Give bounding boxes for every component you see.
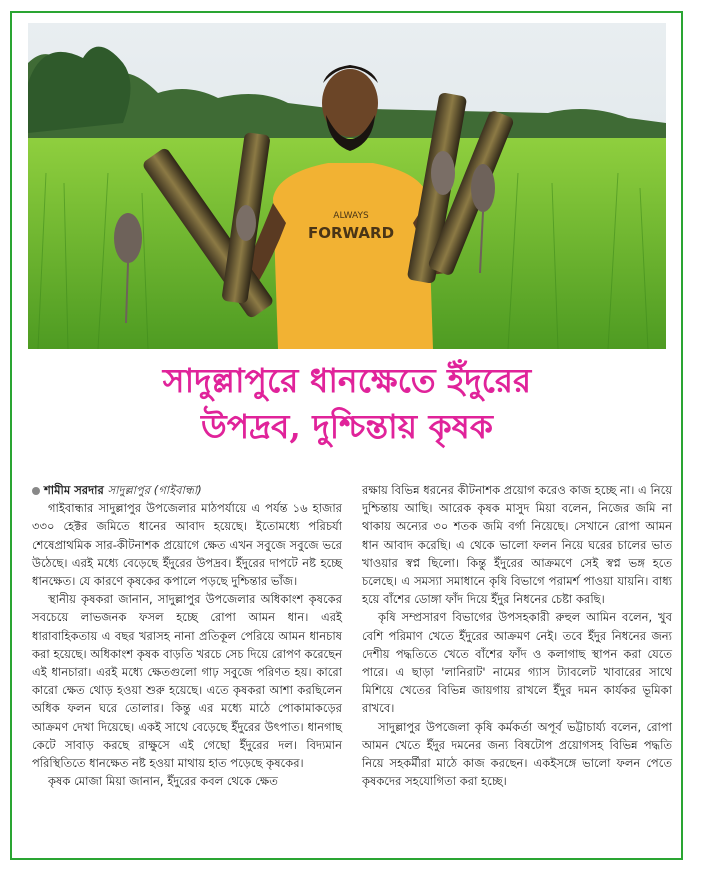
shirt-text-bottom: FORWARD [307, 224, 395, 242]
byline-paragraph [32, 481, 342, 499]
article-photo [28, 23, 666, 349]
article-headline [32, 358, 662, 450]
headline-line-2: উপদ্রব, দুশ্চিন্তায় কৃষক [201, 407, 493, 446]
dateline: সাদুল্লাপুর (গাইবান্ধা) [107, 483, 202, 497]
right-column [362, 481, 672, 790]
paragraph: কৃষি সম্প্রসারণ বিভাগের উপসহকারী রুহুল আমিন বলেন, খুব বেশি পরিমাণ খেতে ইঁদুরের আক্রমণ নেই। তবে ইঁদুর নিধনের জন্য দেশীয় পদ্ধতিতে খেতে বাঁশের ফাঁদ ও কলাগাছ স্থাপন করা যেতে পারে। এ ছাড়া 'লানিরাট' নামের গ্যাস ট্যাবলেট খাবারের সাথে মিশিয়ে খেতের বিভিন্ন জায়গায় রাখলে ইঁদুর দমন কার্যকর ভূমিকা রাখবে। [362, 610, 672, 716]
paragraph: স্থানীয় কৃষকরা জানান, সাদুল্লাপুর উপজেলার অধিকাংশ কৃষকের সবচেয়ে লাভজনক ফসল হচ্ছে রোপা আমন ধান। এরই ধারাবাহিকতায় এ বছর খরাসহ নানা প্রতিকূল পেরিয়ে আমন ধানচাষ করা হয়েছে। অধিকাংশ কৃষক বাড়তি খরচে সেচ দিয়ে রোপণ করেছেন এই ধানচারা। এরই মধ্যে ক্ষেতগুলো গাঢ় সবুজে পরিণত হয়। কারো কারো ক্ষেত থোড় হওয়া শুরু হয়েছে। এতে কৃষকরা আশা করছিলেন অধিক ফলন ঘরে তোলার। কিন্তু এর মধ্যে মাঠে পোকামাকড়ের আক্রমণ দেখা দিয়েছে। একই সাথে বেড়েছে ইঁদুরের উৎপাত। ধানগাছ কেটে সাবাড় করছে রাক্ষুসে এই গেছো ইঁদুরের দল। বিদ্যমান পরিস্থিতিতে ধানক্ষেত নষ্ট হওয়া মাথায় হাত পড়েছে কৃষকের। [32, 592, 342, 771]
paragraph: রক্ষায় বিভিন্ন ধরনের কীটনাশক প্রয়োগ করেও কাজ হচ্ছে না। এ নিয়ে দুশ্চিন্তায় আছি। আরেক কৃষক মাসুদ মিয়া বলেন, নিজের জমি না থাকায় অন্যের ৩০ শতক জমি বর্গা নিয়েছে। সেখানে রোপা আমন ধান আবাদ করেছি। এ থেকে ভালো ফলন নিয়ে ঘরের চালের ভাত খাওয়ার স্বপ্ন ছিলো। কিন্তু ইঁদুরের আক্রমণে সেই স্বপ্ন ভঙ্গ হতে চলেছে। এ সমস্যা সমাধানে কৃষি বিভাগে পরামর্শ পাওয়া যায়নি। বাধ্য হয়ে বাঁশের ডোঙ্গা ফাঁদ দিয়ে ইঁদুর নিধনের চেষ্টা করছি। [362, 483, 672, 607]
left-column [32, 481, 342, 790]
article-frame [10, 11, 683, 860]
shirt-text-top: ALWAYS [333, 211, 369, 221]
article-body [32, 481, 672, 853]
headline-line-1: সাদুল্লাপুরে ধানক্ষেতে ইঁদুরের [162, 361, 532, 400]
byline: শামীম সরদার [44, 483, 104, 497]
paragraph: সাদুল্লাপুর উপজেলা কৃষি কর্মকর্তা অপূর্ব ভট্টাচার্য্য বলেন, রোপা আমন খেতে ইঁদুর দমনের জন্য বিষটোপ প্রয়োগসহ বিভিন্ন পদ্ধতি নিয়ে সহকর্মীরা মাঠে কাজ করছেন। একইসঙ্গে ভালো ফলন পেতে কৃষকদের সহযোগিতা করা হচ্ছে। [362, 719, 672, 789]
paragraph: গাইবান্ধার সাদুল্লাপুর উপজেলার মাঠপর্যায়ে এ পর্যন্ত ১৬ হাজার ৩৩০ হেক্টর জমিতে ধানের আবাদ হয়েছে। ইতোমধ্যে পরিচর্যা শেষেপ্রাথমিক সার-কীটনাশক প্রয়োগে ক্ষেত এখন সবুজে সবুজে ভরে উঠেছে। এরই মধ্যে বেড়েছে ইঁদুরের উপদ্রব। ইঁদুরের দাপটে নষ্ট হচ্ছে ধানক্ষেত। যে কারণে কৃষকের কপালে পড়ছে দুশ্চিন্তার ভাঁজ। [32, 501, 342, 589]
paragraph: কৃষক মোজা মিয়া জানান, ইঁদুরের কবল থেকে ক্ষেত [48, 774, 278, 789]
bullet-icon [32, 487, 40, 495]
